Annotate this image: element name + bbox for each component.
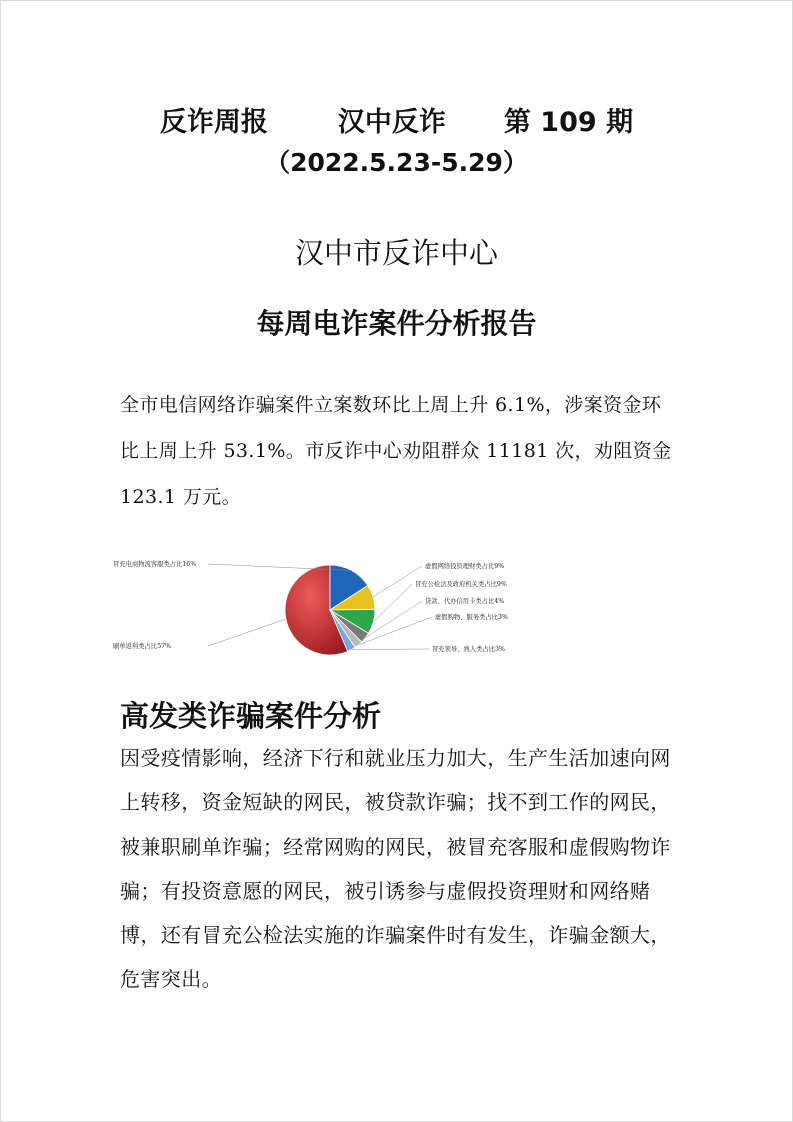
pie-label-5: 虚假购物、服务类占比3% (435, 614, 508, 621)
analysis-paragraph: 因受疫情影响，经济下行和就业压力加大，生产生活加速向网上转移，资金短缺的网民，被贷款诈骗；找不到工作的网民，被兼职刷单诈骗；经常网购的网民，被冒充客服和虚假购物诈骗；有投资意愿的网民，被引诱参与虚假投资理财和网络赌博，还有冒充公检法实施的诈骗案件时有发生，诈骗金额大，危害突出。 (120, 746, 671, 992)
issue-number: 第 109 期 (503, 107, 634, 138)
weekly-title: 反诈周报 (159, 107, 268, 138)
pie-chart-svg (105, 545, 545, 670)
pie-label-2: 虚假网络投资理财类占比9% (425, 563, 505, 570)
pie-leader-line-3 (373, 584, 412, 622)
pie-leader-line-6 (351, 649, 429, 650)
center-name: 汉中市反诈中心 (294, 236, 498, 270)
pie-leader-line-0 (208, 619, 286, 646)
section-heading: 高发类诈骗案件分析 (120, 699, 382, 733)
pie-label-3: 冒充公检法及政府机关类占比9% (415, 581, 507, 588)
pie-label-1: 冒充电商物流客服类占比16% (113, 561, 197, 568)
org-name: 汉中反诈 (337, 107, 446, 138)
pie-label-0: 刷单返利类占比57% (113, 643, 172, 650)
pie-label-6: 冒充领导、熟人类占比3% (432, 646, 505, 653)
fraud-type-pie-chart (105, 545, 545, 670)
report-header (0, 100, 793, 139)
summary-paragraph: 全市电信网络诈骗案件立案数环比上周上升 6.1%，涉案资金环比上周上升 53.1%。市反诈中心劝阻群众 11181 次，劝阻资金 123.1 万元。 (120, 394, 672, 508)
pie-label-4: 贷款、代办信用卡类占比4% (425, 598, 505, 605)
date-range: （2022.5.23-5.29） (265, 148, 528, 177)
report-title: 每周电诈案件分析报告 (256, 307, 537, 340)
